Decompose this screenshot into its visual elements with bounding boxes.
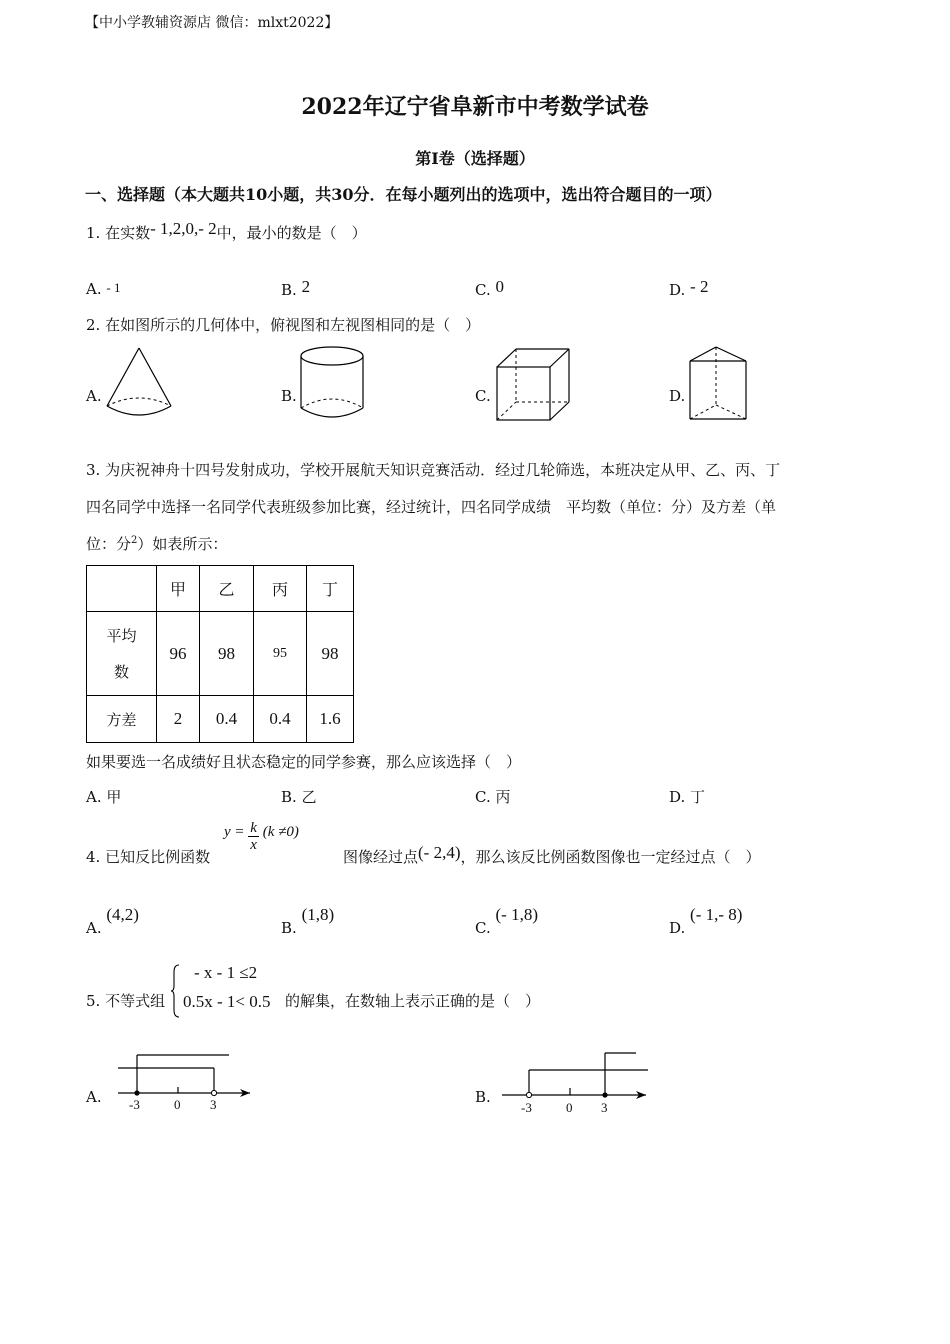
question-3-line-2: 四名同学中选择一名同学代表班级参加比赛，经过统计，四名同学成绩 平均数（单位：分）及方差（单 [86,498,777,516]
q1-prefix: 1. 在实数 [86,224,151,242]
q2-option-d[interactable]: D. [669,387,686,405]
q5-inequality-2: 0.5x - 1< 0.5 [183,992,271,1011]
q1-suffix: 中，最小的数是（ ） [216,224,367,242]
table-cell: 0.4 [254,696,307,743]
table-cell: 0.4 [200,696,254,743]
number-line-a [110,1050,260,1098]
question-2: 2. 在如图所示的几何体中，俯视图和左视图相同的是（ ） [86,316,481,334]
system-brace [171,964,181,1018]
q1-option-b[interactable]: B. 2 [281,277,311,299]
q5-prefix: 5. 不等式组 [86,992,166,1010]
q4-prefix: 4. 已知反比例函数 [86,848,211,866]
q1-option-c[interactable]: C. 0 [475,277,504,299]
table-header-cell: 丙 [254,566,307,612]
q4-option-c[interactable]: C. (- 1,8) [475,905,538,937]
table-cell: 1.6 [307,696,354,743]
q4-option-d[interactable]: D. (- 1,- 8) [669,905,743,937]
q3-option-a[interactable]: A. 甲 [86,788,122,806]
page-title: 2022年辽宁省阜新市中考数学试卷 [301,94,649,120]
question-1 [86,219,367,243]
table-cell: 98 [200,612,254,696]
table-header-cell: 乙 [200,566,254,612]
table-cell: 95 [254,612,307,696]
table-row-label: 平均 数 [87,612,157,696]
scores-table [86,565,354,743]
q5-inequality-1: - x - 1 ≤2 [194,963,258,982]
table-header-cell: 甲 [157,566,200,612]
question-3-prompt: 如果要选一名成绩好且状态稳定的同学参赛，那么应该选择（ ） [86,753,522,771]
q4-option-a[interactable]: A. (4,2) [86,905,139,937]
table-cell: 98 [307,612,354,696]
prism-figure [688,345,750,423]
q5-option-a[interactable]: A. [86,1088,102,1106]
number-line-a-tick-label: 3 [210,1097,217,1112]
number-line-b-tick-label: 3 [601,1100,608,1115]
q2-option-b[interactable]: B. [281,387,297,405]
header-note: 【中小学教辅资源店 微信：mlxt2022】 [85,15,339,31]
q1-numbers: - 1,2,0,- 2 [150,219,217,238]
q4-function: y = $\frac{k}{x}$ (k ≠0) [224,820,299,853]
table-header-cell: 丁 [307,566,354,612]
table-header-cell [87,566,157,612]
q5-option-b[interactable]: B. [475,1088,491,1106]
table-header-row [87,566,354,612]
cylinder-figure [298,344,368,422]
q1-option-a[interactable]: A. - 1 [86,280,121,298]
q1-option-d[interactable]: D. - 2 [669,277,709,299]
q5-suffix: 的解集，在数轴上表示正确的是（ ） [285,992,541,1010]
q2-option-c[interactable]: C. [475,387,491,405]
question-3-line-1: 3. 为庆祝神舟十四号发射成功，学校开展航天知识竞赛活动．经过几轮筛选，本班决定从甲、乙、丙、丁 [86,461,781,479]
q3-option-c[interactable]: C. 丙 [475,788,511,806]
number-line-a-tick-label: 0 [174,1097,181,1112]
table-cell: 2 [157,696,200,743]
q3-option-b[interactable]: B. 乙 [281,788,317,806]
cone-figure [104,346,174,420]
number-line-a-tick-label: -3 [129,1097,140,1112]
table-cell: 96 [157,612,200,696]
number-line-b-tick-label: -3 [521,1100,532,1115]
cube-figure [494,347,572,423]
q4-option-b[interactable]: B. (1,8) [281,905,335,937]
question-3-line-3: 位：分$^2$）如表所示： [86,535,228,553]
q4-middle: 图像经过点(- 2,4)，那么该反比例函数图像也一定经过点（ ） [343,843,761,866]
table-row-label: 方差 [87,696,157,743]
q3-option-d[interactable]: D. 丁 [669,788,706,806]
number-line-b-tick-label: 0 [566,1100,573,1115]
q2-option-a[interactable]: A. [86,387,102,405]
number-line-b [500,1050,652,1100]
section-subtitle: 第I卷（选择题） [415,149,535,168]
table-row [87,612,354,696]
table-row [87,696,354,743]
section-heading: 一、选择题（本大题共10小题，共30分．在每小题列出的选项中，选出符合题目的一项） [85,185,722,204]
